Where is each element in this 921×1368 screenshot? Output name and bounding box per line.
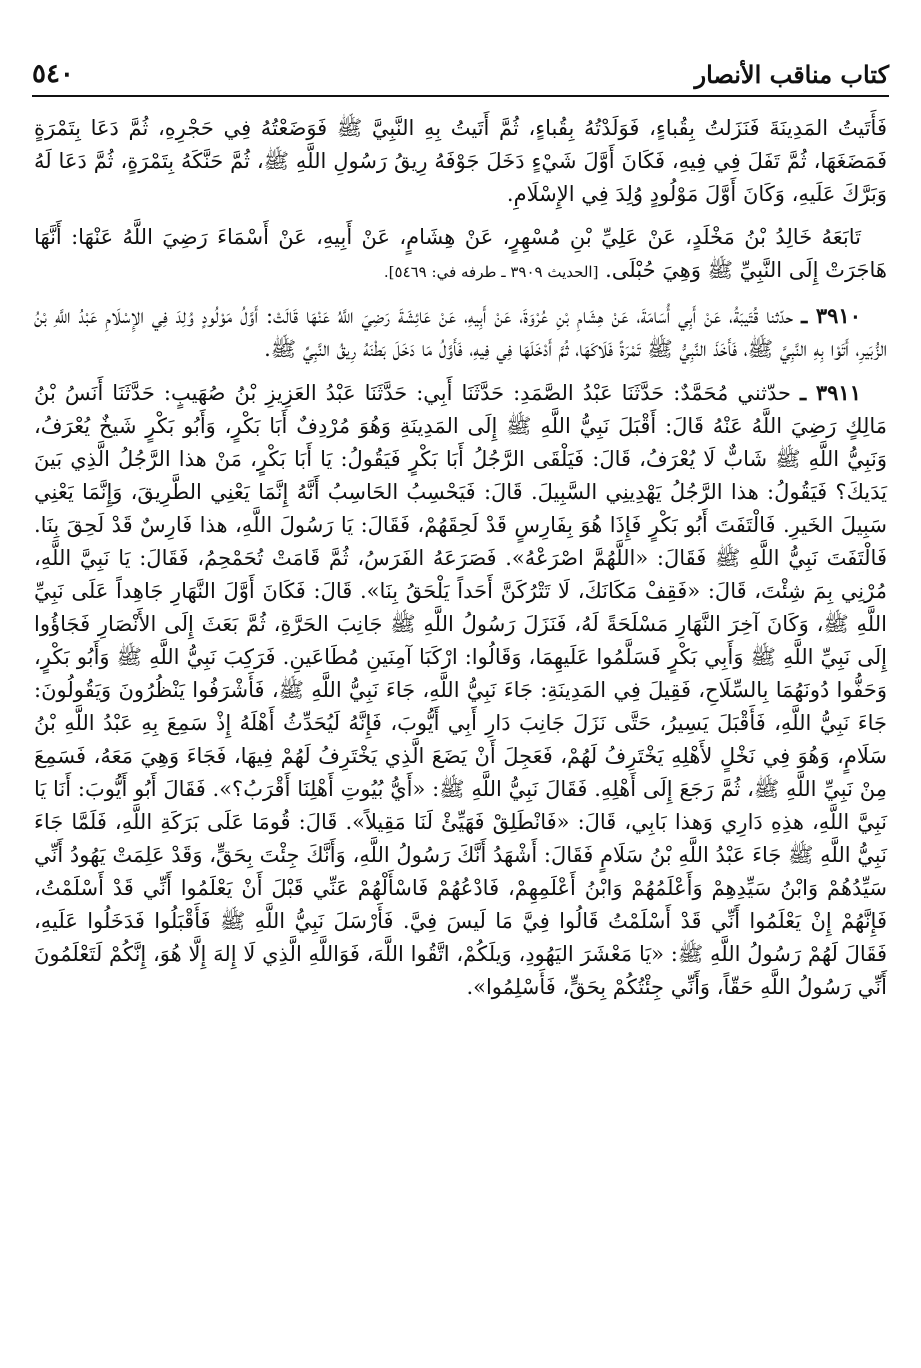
paragraph-mutabaa — [34, 221, 887, 289]
hadith-text: حدّثني مُحَمَّدٌ: حَدَّثَنَا عَبْدُ الصَّمَدِ: حَدَّثَنَا أَبِي: حَدَّثَنَا عَبْدُ العَزِيزِ بْنُ صُهَيبٍ: حَدَّثَنَا أَنَسُ بْنُ مَالِكٍ رَضِيَ اللَّهُ عَنْهُ قَالَ: أَقْبَلَ نَبِيُّ اللَّهِ ﷺ إِلَى المَدِينَةِ وَهُوَ مُرْدِفٌ أَبَا بَكْرٍ، وَأَبُو بَكْرٍ شَيخٌ يُعْرَفُ، وَنَبِيُّ اللَّهِ ﷺ شَابٌّ لَا يُعْرَفُ، قَالَ: فَيَلْقَى الرَّجُلُ أَبَا بَكْرٍ فَيَقُولُ: يَا أَبَا بَكْرٍ، مَنْ هذا الرَّجُلُ الَّذِي بَينَ يَدَيكَ؟ فَيَقُولُ: هذا الرَّجُلُ يَهْدِينِي السَّبِيلَ. قَالَ: فَيَحْسِبُ الحَاسِبُ أَنَّهُ إِنَّمَا يَعْنِي الطَّرِيقَ، وَإِنَّمَا يَعْنِي سَبِيلَ الخَيرِ. فَالْتَفَتَ أَبُو بَكْرٍ فَإِذَا هُوَ بِفَارِسٍ قَدْ لَحِقَهُمْ، فَقَالَ: يَا رَسُولَ اللَّهِ، هذا فَارِسٌ قَدْ لَحِقَ بِنَا. فَالْتَفَتَ نَبِيُّ اللَّهِ ﷺ فَقَالَ: «اللَّهُمَّ اصْرَعْهُ». فَصَرَعَهُ الفَرَسُ، ثُمَّ قَامَتْ تُحَمْحِمُ، فَقَالَ: يَا نَبِيَّ اللَّهِ، مُرْنِي بِمَ شِئْتَ، قَالَ: «فَقِفْ مَكَانَكَ، لَا تَتْرُكَنَّ أَحَداً يَلْحَقُ بِنَا». قَالَ: فَكَانَ أَوَّلَ النَّهَارِ جَاهِداً عَلَى نَبِيِّ اللَّهِ ﷺ، وَكَانَ آخِرَ النَّهَارِ مَسْلَحَةً لَهُ، فَنَزَلَ رَسُولُ اللَّهِ ﷺ جَانِبَ الحَرَّةِ، ثُمَّ بَعَثَ إِلَى الأَنْصَارِ فَجَاؤُوا إِلَى نَبِيِّ اللَّهِ ﷺ وَأَبِي بَكْرٍ فَسَلَّمُوا عَلَيهِمَا، وَقَالُوا: ارْكَبَا آمِنَينِ مُطَاعَينِ. فَرَكِبَ نَبِيُّ اللَّهِ ﷺ وَأَبُو بَكْرٍ، وَحَفُّوا دُونَهُمَا بِالسِّلَاحِ، فَقِيلَ فِي المَدِينَةِ: جَاءَ نَبِيُّ اللَّهِ، جَاءَ نَبِيُّ اللَّهِ ﷺ، فَأَشْرَفُوا يَنْظُرُونَ وَيَقُولُونَ: جَاءَ نَبِيُّ اللَّهِ، فَأَقْبَلَ يَسِيرُ، حَتَّى نَزَلَ جَانِبَ دَارِ أَبِي أَيُّوبَ، فَإِنَّهُ لَيُحَدِّثُ أَهْلَهُ إِذْ سَمِعَ بِهِ عَبْدُ اللَّهِ بْنُ سَلَامٍ، وَهُوَ فِي نَخْلٍ لأَهْلِهِ يَخْتَرِفُ لَهُمْ، فَعَجِلَ أَنْ يَضَعَ الَّذِي يَخْتَرِفُ لَهُمْ فِيهَا، فَجَاءَ وَهِيَ مَعَهُ، فَسَمِعَ مِنْ نَبِيِّ اللَّهِ ﷺ، ثُمَّ رَجَعَ إِلَى أَهْلِهِ. فَقَالَ نَبِيُّ اللَّهِ ﷺ: «أَيُّ بُيُوتِ أَهْلِنَا أَقْرَبُ؟». فَقَالَ أَبُو أَيُّوبَ: أَنَا يَا نَبِيَّ اللَّهِ، هذِهِ دَارِي وَهذا بَابِي، قَالَ: «فَانْطَلِقْ فَهَيِّئْ لَنَا مَقِيلاً». قَالَ: قُومَا عَلَى بَرَكَةِ اللَّهِ، فَلَمَّا جَاءَ نَبِيُّ اللَّهِ ﷺ جَاءَ عَبْدُ اللَّهِ بْنُ سَلَامٍ فَقَالَ: أَشْهَدُ أَنَّكَ رَسُولُ اللَّهِ، وَأَنَّكَ جِئْتَ بِحَقٍّ، وَقَدْ عَلِمَتْ يَهُودُ أَنِّي سَيِّدُهُمْ وَابْنُ سَيِّدِهِمْ وَأَعْلَمُهُمْ وَابْنُ أَعْلَمِهِمْ، فَادْعُهُمْ فَاسْأَلْهُمْ عَنِّي قَبْلَ أَنْ يَعْلَمُوا أَنِّي قَدْ أَسْلَمْتُ، فَإِنَّهُمْ إِنْ يَعْلَمُوا أَنِّي قَدْ أَسْلَمْتُ قَالُوا فِيَّ مَا لَيسَ فِيَّ. فَأَرْسَلَ نَبِيُّ اللَّهِ ﷺ فَأَقْبَلُوا فَدَخَلُوا عَلَيهِ، فَقَالَ لَهُمْ رَسُولُ اللَّهِ ﷺ: «يَا مَعْشَرَ اليَهُودِ، وَيلَكُمْ، اتَّقُوا اللَّهَ، فَوَاللَّهِ الَّذِي لَا إِلهَ إِلَّا هُوَ، إِنَّكُمْ لَتَعْلَمُونَ أَنِّي رَسُولُ اللَّهِ حَقّاً، وَأَنِّي جِئْتُكُمْ بِحَقٍّ، فَأَسْلِمُوا». — [34, 381, 887, 999]
page-number: ٥٤٠ — [32, 59, 74, 89]
hadith-number: ٣٩١١ ـ — [800, 380, 861, 405]
hadith-number: ٣٩١٠ ـ — [801, 303, 861, 328]
book-title: كتاب مناقب الأنصار — [694, 60, 889, 89]
hadith-3911 — [34, 376, 887, 1004]
paragraph-hadith-3909-end — [34, 112, 887, 211]
page-header — [32, 55, 889, 97]
paragraph-text: فَأَتَيتُ المَدِينَةَ فَنَزَلتُ بِقُباءٍ، فَوَلَدْتُهُ بِقُباءٍ، ثُمَّ أَتَيتُ بِهِ النَّبِيَّ ﷺ فَوَضَعْتُهُ فِي حَجْرِهِ، ثُمَّ دَعَا بِتَمْرَةٍ فَمَضَغَهَا، ثُمَّ تَفَلَ فِي فِيهِ، فَكَانَ أَوَّلَ شَيْءٍ دَخَلَ جَوْفَهُ رِيقُ رَسُولِ اللَّهِ ﷺ، ثُمَّ حَنَّكَهُ بِتَمْرَةٍ، ثُمَّ دَعَا لَهُ وَبَرَّكَ عَلَيهِ، وَكَانَ أَوَّلَ مَوْلُودٍ وُلِدَ فِي الإِسْلَامِ. — [34, 116, 887, 206]
page-body — [34, 112, 887, 1014]
hadith-text: حدّثنا قُتَيبَةُ، عَنْ أَبِي أُسَامَةَ، عَنْ هِشَامِ بْنِ عُرْوَةَ، عَنْ أَبِيهِ، عَنْ عَائِشَةَ رَضِيَ اللَّهُ عَنْهَا قَالَتْ: أَوَّلُ مَوْلُودٍ وُلِدَ فِي الإِسْلَامِ عَبْدُ اللَّهِ بْنُ الزُّبَيرِ، أَتَوْا بِهِ النَّبِيَّ ﷺ، فَأَخَذَ النَّبِيُّ ﷺ تَمْرَةً فَلَاكَهَا، ثُمَّ أَدْخَلَهَا فِي فِيهِ، فَأَوَّلُ مَا دَخَلَ بَطْنَهُ رِيقُ النَّبِيِّ ﷺ. — [34, 304, 887, 361]
hadith-reference: [الحديث ٣٩٠٩ ـ طرفه في: ٥٤٦٩]. — [383, 263, 599, 281]
paragraph-text: تَابَعَهُ خَالِدُ بْنُ مَخْلَدٍ، عَنْ عَلِيِّ بْنِ مُسْهِرٍ، عَنْ هِشَامٍ، عَنْ أَبِيهِ، عَنْ أَسْمَاءَ رَضِيَ اللَّهُ عَنْهَا: أَنَّهَا هَاجَرَتْ إِلَى النَّبِيِّ ﷺ وَهِيَ حُبْلَى. — [34, 225, 887, 282]
hadith-3910 — [34, 299, 887, 366]
